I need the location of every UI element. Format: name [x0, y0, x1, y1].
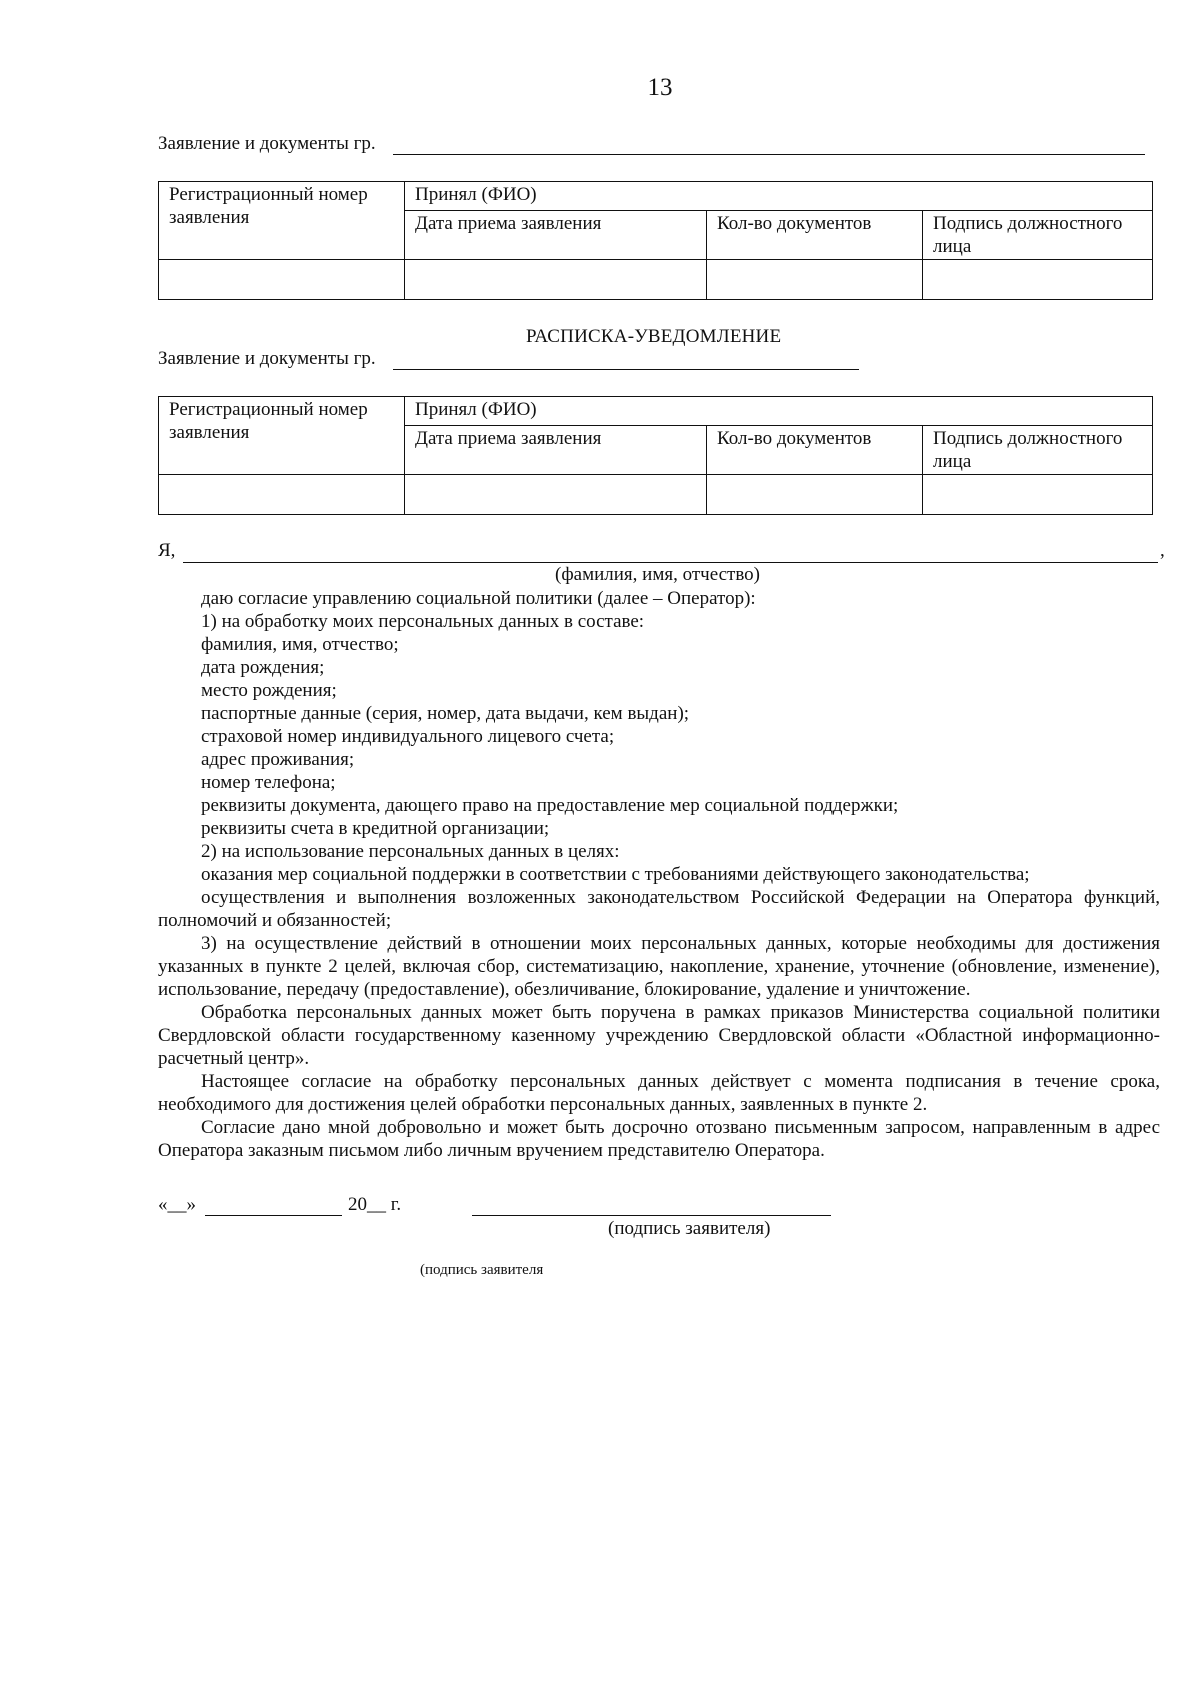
form1-date-cell[interactable] [405, 260, 707, 300]
applicant-signature-field[interactable] [472, 1194, 831, 1216]
form1-applicant-label: Заявление и документы гр. [158, 133, 376, 154]
consent-line: оказания мер социальной поддержки в соответствии с требованиями действующего законодательства; [201, 864, 1030, 885]
consent-fio-field[interactable] [183, 540, 1158, 563]
consent-body [158, 587, 1160, 1162]
consent-line: номер телефона; [201, 772, 336, 793]
consent-line: место рождения; [201, 680, 337, 701]
consent-line: страховой номер индивидуального лицевого счета; [201, 726, 615, 747]
receipt-title: РАСПИСКА-УВЕДОМЛЕНИЕ [526, 326, 782, 347]
consent-line: 1) на обработку моих персональных данных в составе: [201, 611, 645, 632]
form1-reg-number-header: Регистрационный номер заявления [159, 182, 405, 260]
consent-line: 2) на использование персональных данных в целях: [201, 841, 620, 862]
consent-line: даю согласие управлению социальной политики (далее – Оператор): [201, 588, 756, 609]
consent-paragraph: осуществления и выполнения возложенных законодательством Российской Федерации на Оператора функций, полномочий и обязанностей; [158, 887, 1160, 931]
form1-signature-header: Подпись должностного лица [923, 211, 1153, 260]
consent-paragraph: 3) на осуществление действий в отношении моих персональных данных, которые необходимы для достижения указанных в пункте 2 целей, включая сбор, систематизацию, накопление, хранение, уточнение (обновление, изменение), использование, передачу (предоставление), обезличивание, блокирование, удаление и уничтожение. [158, 933, 1160, 1000]
consent-line: фамилия, имя, отчество; [201, 634, 399, 655]
form1-date-header: Дата приема заявления [405, 211, 707, 260]
signature-caption: (подпись заявителя) [608, 1218, 771, 1239]
date-year-field[interactable]: 20__ г. [348, 1194, 402, 1215]
date-day-field[interactable]: «__» [158, 1194, 196, 1215]
receipt-signature-cell[interactable] [923, 475, 1153, 515]
form1-count-header: Кол-во документов [707, 211, 923, 260]
consent-paragraph: Согласие дано мной добровольно и может быть досрочно отозвано письменным запросом, направленным в адрес Оператора заказным письмом либо личным вручением представителю Оператора. [158, 1117, 1160, 1161]
receipt-applicant-field[interactable] [393, 348, 859, 370]
receipt-date-header: Дата приема заявления [405, 426, 707, 475]
form1-accepted-header: Принял (ФИО) [405, 182, 1153, 211]
receipt-registration-table [158, 396, 1153, 515]
consent-comma: , [1160, 540, 1165, 561]
receipt-accepted-header: Принял (ФИО) [405, 397, 1153, 426]
receipt-reg-number-header: Регистрационный номер заявления [159, 397, 405, 475]
form1-signature-cell[interactable] [923, 260, 1153, 300]
consent-paragraph: Обработка персональных данных может быть поручена в рамках приказов Министерства социальной политики Свердловской области государственному казенному учреждению Свердловской области «Областной информационно-расчетный центр». [158, 1002, 1160, 1069]
consent-line: реквизиты счета в кредитной организации; [201, 818, 550, 839]
receipt-date-cell[interactable] [405, 475, 707, 515]
page-number: 13 [647, 74, 673, 101]
form1-reg-number-cell[interactable] [159, 260, 405, 300]
consent-ya: Я, [158, 540, 176, 561]
consent-line: дата рождения; [201, 657, 325, 678]
date-month-field[interactable] [205, 1194, 342, 1216]
receipt-signature-header: Подпись должностного лица [923, 426, 1153, 475]
receipt-reg-number-cell[interactable] [159, 475, 405, 515]
consent-line: паспортные данные (серия, номер, дата выдачи, кем выдан); [201, 703, 690, 724]
form1-registration-table [158, 181, 1153, 300]
signature-note: (подпись заявителя [420, 1262, 544, 1278]
consent-paragraph: Настоящее согласие на обработку персональных данных действует с момента подписания в течение срока, необходимого для достижения целей обработки персональных данных, заявленных в пункте 2. [158, 1071, 1160, 1115]
receipt-count-cell[interactable] [707, 475, 923, 515]
form1-count-cell[interactable] [707, 260, 923, 300]
receipt-applicant-label: Заявление и документы гр. [158, 348, 376, 369]
form1-applicant-field[interactable] [393, 133, 1145, 155]
consent-line: реквизиты документа, дающего право на предоставление мер социальной поддержки; [201, 795, 899, 816]
consent-line: адрес проживания; [201, 749, 355, 770]
consent-fio-caption: (фамилия, имя, отчество) [555, 564, 761, 585]
consent-list [158, 587, 1160, 886]
receipt-count-header: Кол-во документов [707, 426, 923, 475]
